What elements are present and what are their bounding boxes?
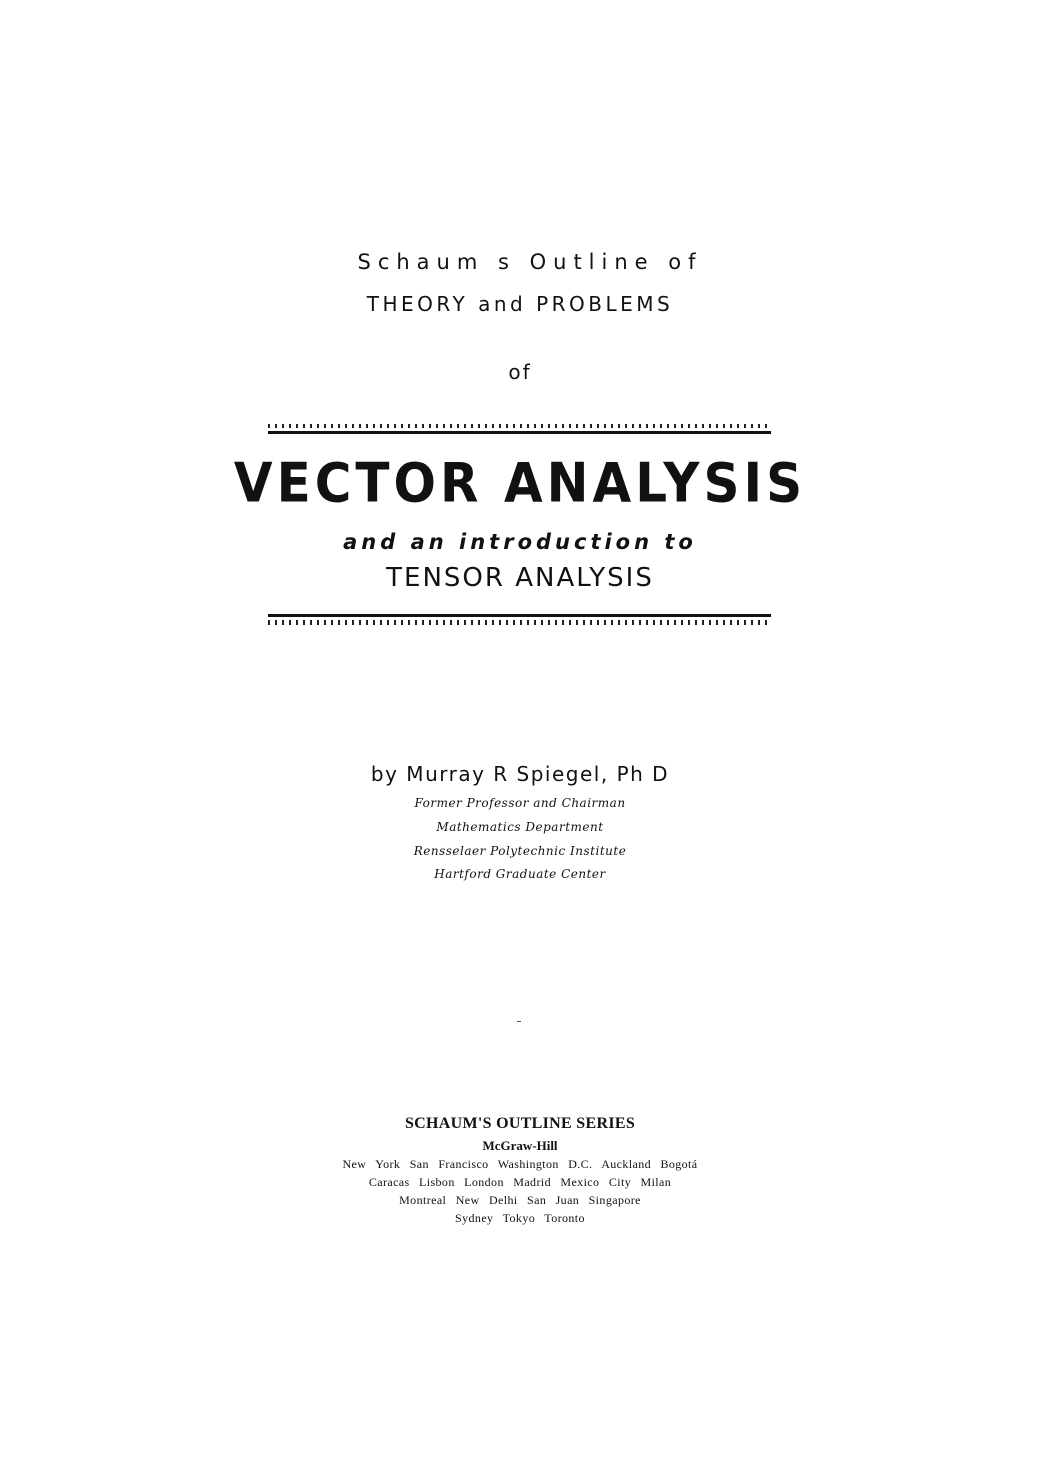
theory-line: THEORY and PROBLEMS <box>366 292 674 316</box>
print-mark <box>517 1021 521 1022</box>
of-line: of <box>508 360 532 384</box>
subtitle-intro: and an introduction to <box>343 530 697 554</box>
subtitle-tensor: TENSOR ANALYSIS <box>386 563 654 593</box>
decorative-rule-top <box>268 431 771 434</box>
publisher-cities-line: Caracas Lisbon London Madrid Mexico City Milan <box>368 1175 672 1189</box>
series-line: Schaum s Outline of <box>357 250 703 274</box>
decorative-dotted-rule-bottom <box>268 620 771 625</box>
main-title: VECTOR ANALYSIS <box>233 451 807 515</box>
author-affiliation-line: Rensselaer Polytechnic Institute <box>413 844 627 858</box>
author-affiliation-line: Former Professor and Chairman <box>414 796 626 810</box>
publisher-cities-line: Sydney Tokyo Toronto <box>455 1211 585 1225</box>
decorative-dotted-rule-top <box>268 424 771 428</box>
publisher-series: SCHAUM'S OUTLINE SERIES <box>404 1115 636 1132</box>
publisher-cities-line: Montreal New Delhi San Juan Singapore <box>399 1193 641 1207</box>
publisher-name: McGraw-Hill <box>482 1138 558 1153</box>
decorative-rule-bottom <box>268 614 771 617</box>
publisher-cities-line: New York San Francisco Washington D.C. Auckland Bogotá <box>342 1157 698 1171</box>
author-affiliation-line: Mathematics Department <box>436 820 604 834</box>
author-affiliation-line: Hartford Graduate Center <box>434 867 606 881</box>
author-byline: by Murray R Spiegel, Ph D <box>370 762 670 786</box>
